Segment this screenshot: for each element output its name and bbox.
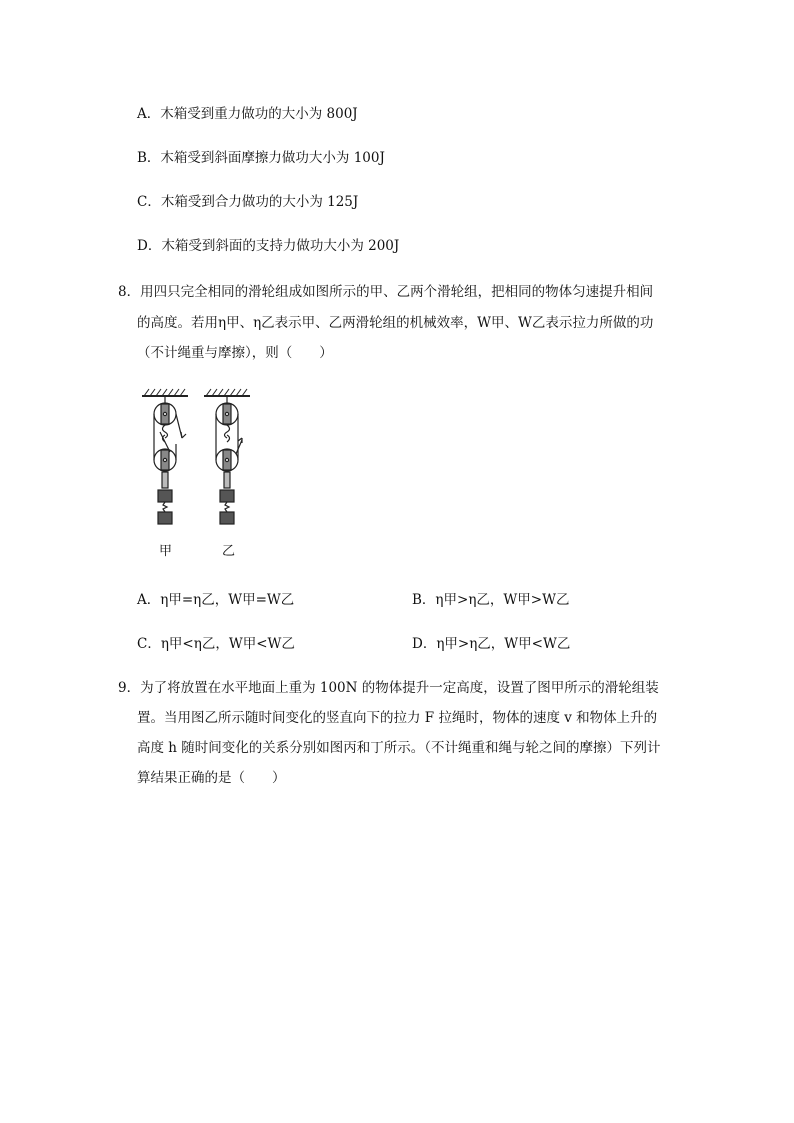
pulley-system-left	[154, 396, 186, 524]
q9-stem-line-3: 高度 h 随时间变化的关系分别如图丙和丁所示。（不计绳重和绳与轮之间的摩擦）下列计	[137, 740, 661, 756]
q8-option-a: A．η甲=η乙，W甲=W乙	[137, 592, 295, 608]
q7-option-b: B．木箱受到斜面摩擦力做功大小为 100J	[137, 150, 385, 166]
q8-stem-line-3: （不计绳重与摩擦），则（ ）	[137, 345, 333, 361]
q8-stem-line-2: 的高度。若用η甲、η乙表示甲、乙两滑轮组的机械效率，W甲、W乙表示拉力所做的功	[137, 315, 654, 331]
ceiling-right	[204, 389, 250, 396]
q8-option-d: D．η甲>η乙，W甲<W乙	[412, 636, 571, 652]
q7-option-c: C．木箱受到合力做功的大小为 125J	[137, 194, 359, 210]
q9-stem-line-1: 9．为了将放置在水平地面上重为 100N 的物体提升一定高度，设置了图甲所示的滑轮组装	[118, 680, 659, 696]
q9-stem-line-4: 算结果正确的是（ ）	[137, 770, 286, 786]
q8-option-b: B．η甲>η乙，W甲>W乙	[412, 592, 570, 608]
q8-stem-line-1: 8．用四只完全相同的滑轮组成如图所示的甲、乙两个滑轮组，把相同的物体匀速提升相间	[118, 284, 654, 300]
figure-label-jia: 甲	[159, 544, 173, 559]
pulley-diagram	[138, 384, 278, 564]
pulley-system-right	[216, 396, 242, 524]
pulley-figure	[138, 384, 278, 568]
q7-option-d: D．木箱受到斜面的支持力做功大小为 200J	[137, 238, 400, 254]
q8-option-c: C．η甲<η乙，W甲<W乙	[137, 636, 295, 652]
q9-stem-line-2: 置。当用图乙所示随时间变化的竖直向下的拉力 F 拉绳时，物体的速度 v 和物体上升的	[137, 710, 658, 726]
q7-option-a: A．木箱受到重力做功的大小为 800J	[137, 106, 358, 122]
figure-label-yi: 乙	[222, 544, 236, 559]
ceiling-left	[142, 389, 188, 396]
